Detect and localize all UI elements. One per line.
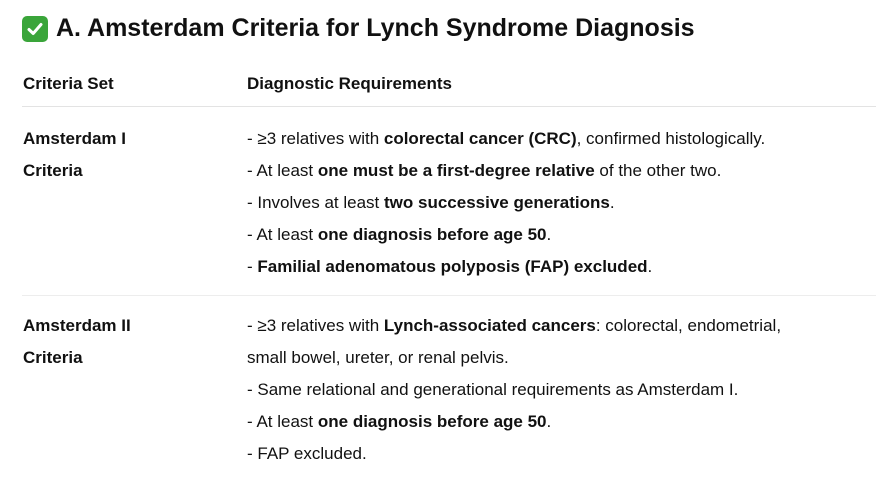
column-header-criteria-set: Criteria Set bbox=[23, 74, 114, 93]
heading-text: A. Amsterdam Criteria for Lynch Syndrome Diagnosis bbox=[56, 14, 695, 42]
check-mark-button-icon bbox=[22, 16, 48, 42]
criteria-table bbox=[22, 60, 876, 486]
requirement-line bbox=[247, 251, 872, 283]
requirement-text: . bbox=[546, 225, 552, 244]
requirement-emphasis: one diagnosis before age 50 bbox=[317, 412, 547, 431]
criteria-set-name: Criteria bbox=[23, 161, 83, 180]
requirement-text: - FAP excluded. bbox=[247, 444, 367, 463]
requirement-text: - At least bbox=[247, 225, 318, 244]
requirement-text: . bbox=[647, 257, 653, 276]
requirement-line bbox=[247, 342, 872, 374]
requirement-text: - bbox=[247, 257, 258, 276]
requirement-line bbox=[247, 155, 872, 187]
requirement-text: , confirmed histologically. bbox=[576, 129, 766, 148]
requirement-text: - At least bbox=[247, 161, 318, 180]
criteria-set-cell bbox=[23, 123, 203, 187]
requirement-text: - Same relational and generational requirements as Amsterdam I. bbox=[247, 380, 739, 399]
requirement-line bbox=[247, 406, 872, 438]
requirement-emphasis: one diagnosis before age 50 bbox=[317, 225, 547, 244]
requirements-cell bbox=[247, 310, 872, 470]
criteria-set-name: Amsterdam I bbox=[23, 129, 126, 148]
requirement-line bbox=[247, 374, 872, 406]
table-header-row bbox=[22, 60, 876, 107]
requirement-text: : colorectal, endometrial, bbox=[595, 316, 782, 335]
requirement-line bbox=[247, 219, 872, 251]
requirement-emphasis: one must be a first-degree relative bbox=[317, 161, 595, 180]
requirements-cell bbox=[247, 123, 872, 283]
requirement-emphasis: colorectal cancer (CRC) bbox=[383, 129, 577, 148]
requirement-text: - ≥3 relatives with bbox=[247, 316, 384, 335]
requirement-emphasis: Familial adenomatous polyposis (FAP) excluded bbox=[257, 257, 648, 276]
requirement-emphasis: two successive generations bbox=[384, 193, 610, 212]
requirement-text: . bbox=[546, 412, 552, 431]
requirement-text: . bbox=[609, 193, 615, 212]
requirement-text: - ≥3 relatives with bbox=[247, 129, 384, 148]
column-header-diagnostic-requirements: Diagnostic Requirements bbox=[247, 74, 452, 93]
requirement-text: of the other two. bbox=[594, 161, 722, 180]
table-row bbox=[22, 107, 876, 296]
table-row bbox=[22, 296, 876, 486]
requirement-line bbox=[247, 123, 872, 155]
requirement-text: small bowel, ureter, or renal pelvis. bbox=[247, 348, 509, 367]
criteria-set-name: Amsterdam II bbox=[23, 316, 131, 335]
criteria-set-cell bbox=[23, 310, 203, 374]
section-heading bbox=[22, 14, 695, 43]
requirement-emphasis: Lynch-associated cancers bbox=[383, 316, 596, 335]
criteria-set-name: Criteria bbox=[23, 348, 83, 367]
requirement-line bbox=[247, 187, 872, 219]
requirement-text: - Involves at least bbox=[247, 193, 385, 212]
requirement-line bbox=[247, 310, 872, 342]
requirement-line bbox=[247, 438, 872, 470]
requirement-text: - At least bbox=[247, 412, 318, 431]
